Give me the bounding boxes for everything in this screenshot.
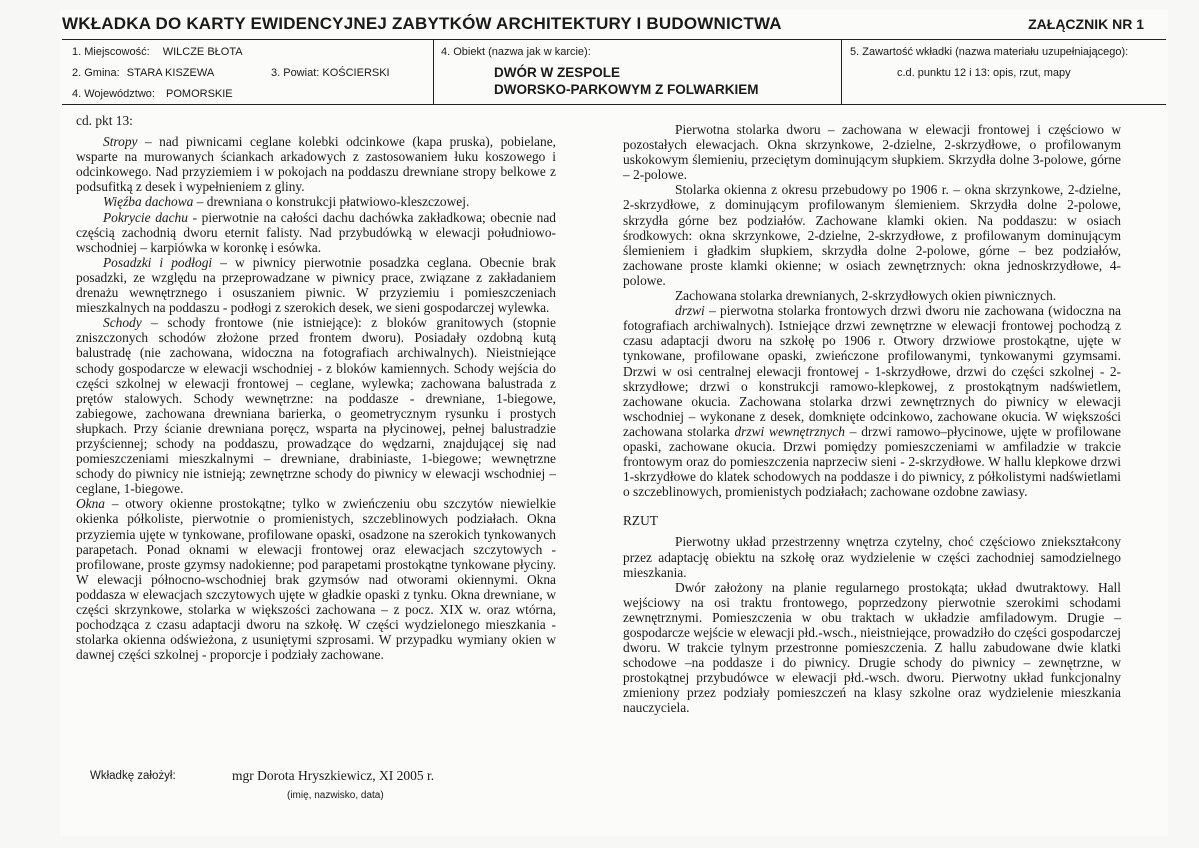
paragraph-stolarka-pierwotna: Pierwotna stolarka dworu – zachowana w elewacji frontowej i częściowo w pozostałych elewacjach. Okna skrzynkowe, 2-dzielne, 2-skrzydłowe, o profilowanym uskokowym ślemieniu, przeciętym dominującym słupkiem. Skrzydła dolne 3-polowe, górne – 2-polowe. [623,122,1121,183]
field-zawartosc-label: 5. Zawartość wkładki (nazwa materiału uzupełniającego): [850,46,1129,58]
field-wojewodztwo [72,88,233,100]
paragraph-text: – schody frontowe (nie istniejące): z bloków granitowych (stopnie zniszczonych schodów złożone przed frontem dworu). Posiadały ozdobną kutą balustradę (nie zachowana, widoczna na fotografiach archiwalnych). Nieistniejące schody gospodarcze w elewacji wschodniej - z bloków kamiennych. Schody wejścia do części szkolnej w elewacji frontowej – ceglane, wylewka; zachowana balustrada z prętów stalowych. Schody wewnętrzne: na poddasze - drewniane, 1-biegowe, zabiegowe, zachowana drewniana barierka, o geometrycznym rysunku i prostych słupkach. Przy ścianie drewniana poręcz, wsparta na płycinowej, pełnej balustradzie przyściennej; schody na poddaszu, prowadzące do wędzarni, znajdującej się nad pomieszczeniami mieszkalnymi – drewniane, drabiniaste, 1-biegowe; wewnętrzne schody do piwnicy nie istnieją; zewnętrzne schody do piwnicy w elewacji wschodniej – ceglane, 1-biegowe. [76,315,556,497]
right-column [623,122,1121,716]
header-divider-bottom [62,104,1166,105]
field-label: 3. Powiat: [271,67,320,79]
left-column [76,113,556,662]
object-name-line2: DWORSKO-PARKOWYM Z FOLWARKIEM [494,82,759,97]
paragraph-rzut-1: Pierwotny układ przestrzenny wnętrza czytelny, choć częściowo zniekształcony przez adaptację obiektu na szkołę oraz wydzielenie w części zachodniej samodzielnego mieszkania. [623,534,1121,580]
field-zawartosc-value: c.d. punktu 12 i 13: opis, rzut, mapy [897,67,1071,79]
paragraph-text: – w piwnicy pierwotnie posadzka ceglana. Obecnie brak posadzki, ze względu na przeprowadzane w piwnicy prace, związane z zakładaniem drenażu wewnętrznego i osuszaniem piwnic. W przyziemiu i pomieszczeniach mieszkalnych na poddaszu - podłogi z szerokich desek, we sieni gospodarczej wylewka. [76,254,557,316]
section-heading-rzut: RZUT [623,513,658,529]
term: Więźba dachowa [103,194,194,210]
object-name-line1: DWÓR W ZESPOLE [494,65,620,80]
footer-hint: (imię, nazwisko, data) [287,790,384,801]
term: Pokrycie dachu [103,209,188,225]
field-divider-1 [433,39,434,104]
term: drzwi [675,303,705,319]
paragraph-okna [76,496,556,662]
term: Schody [103,315,142,331]
term: drzwi wewnętrznych [734,423,845,439]
annex-number: ZAŁĄCZNIK NR 1 [1028,16,1144,32]
paragraph-text: – nad piwnicami ceglane kolebki odcinkowe (kapa pruska), pobielane, wsparte na murowanych ściankach arkadowych z zastosowaniem łuku koszowego i odcinkowego. Nad przyziemiem i w pokojach na poddaszu drewniane stropy belkowe z podsufitką z desek i wypełnieniem z gliny. [76,134,556,195]
field-label: 2. Gmina: [72,67,120,79]
paragraph-text: – otwory okienne prostokątne; tylko w zwieńczeniu obu szczytów niewielkie okienka półkoliste, pierwotnie o promienistych, szczeblinowych podziałach. Okna przyziemia ujęte w tynkowane, profilowane opaski, osadzone na szerokich tynkowanych parapetach. Ponad oknami w elewacji frontowej oraz elewacjach szczytowych - profilowane, proste gzymsy nadokienne; pod parapetami prostokątne tynkowane płyciny. W elewacji północno-wschodniej brak gzymsów nad otworami okiennymi. Okna poddasza w elewacjach szczytowych ujęte w gładkie opaski z tynku. Okna drewniane, w części skrzynkowe, stolarka w większości zachowana – z pocz. XIX w. oraz wtórna, pochodząca z czasu adaptacji dworu na szkołę. W części wydzielonego mieszkania - stolarka okienna odświeżona, z usuniętymi szprosami. W przypadku wymiany okien w dawnej części szkolnej - proporcje i podziały zachowane. [76,496,556,663]
term: Stropy [103,134,138,150]
paragraph-text: – pierwotna stolarka frontowych drzwi dworu nie zachowana (widoczna na fotografiach archiwalnych). Istniejące drzwi zewnętrzne w elewacji frontowej pochodzą z czasu adaptacji dworu na szkołę po 1906 r. Otwory drzwiowe prostokątne, ujęte w tynkowane, profilowane opaski, zwieńczone profilowanymi, tynkowanymi gzymsami. Drzwi w osi centralnej elewacji frontowej - 1-skrzydłowe, drzwi do części szkolnej - 2-skrzydłowe; drzwi o konstrukcji ramowo-klepkowej, z prostokątnym nadświetlem, zachowane okucia. Zachowana stolarka drzwi zewnętrznych do piwnicy w elewacji wschodniej – wykonane z desek, domknięte odcinkowo, zachowane okucia. W większości zachowana stolarka [623,303,1121,439]
footer-label: Wkładkę założył: [90,770,176,782]
paragraph-drzwi [623,303,1121,499]
field-divider-2 [841,39,842,104]
field-label: 1. Miejscowość: [72,46,150,58]
field-gmina [72,67,214,79]
document-title: WKŁADKA DO KARTY EWIDENCYJNEJ ZABYTKÓW ARCHITEKTURY I BUDOWNICTWA [62,14,782,33]
paragraph-text: - pierwotnie na całości dachu dachówka zakładkowa; obecnie nad częścią zachodnią dworu eternit falisty. Nad przybudówką w elewacji południowo-wschodniej – karpiówka w koronkę i esówka. [76,209,556,255]
field-obiekt-label: 4. Obiekt (nazwa jak w karcie): [441,46,591,58]
header-divider-top [62,39,1166,40]
paragraph-okna-piwniczne: Zachowana stolarka drewnianych, 2-skrzydłowych okien piwnicznych. [675,288,1057,304]
paragraph-rzut-2: Dwór założony na planie regularnego prostokąta; układ dwutraktowy. Hall wejściowy na osi traktu frontowego, poprzedzony pierwotnie szerokimi schodami zewnętrznymi. Pomieszczenia w obu traktach w układzie amfiladowym. Drugie – gospodarcze wejście w elewacji płd.-wsch., nieistniejące, prowadziło do części gospodarczej dworu. W trakcie tylnym przestronne pomieszczenia. Z hallu zabudowane dwie klatki schodowe –na poddasze i do piwnicy. Drugie schody do piwnicy – zewnętrzne, w prostokątnej przybudówce w elewacji płd.-wsch. dworu. Pierwotny układ funkcjonalny zmieniony przez podziały pomieszczeń na klasy szkolne oraz wydzielenie mieszkania nauczyciela. [623,579,1121,716]
section-intro: cd. pkt 13: [76,113,133,128]
field-miejscowosc [72,46,243,58]
term: Posadzki i podłogi [103,254,213,270]
paragraph-wiezba [76,194,556,209]
field-value: POMORSKIE [166,88,233,100]
field-value: STARA KISZEWA [126,67,215,79]
footer-author: mgr Dorota Hryszkiewicz, XI 2005 r. [232,768,435,783]
paragraph-text: – drewniana o konstrukcji płatwiowo-kleszczowej. [193,194,470,210]
field-label: 4. Województwo: [72,88,155,100]
object-name [494,64,758,98]
paragraph-stolarka-1906: Stolarka okienna z okresu przebudowy po 1906 r. – okna skrzynkowe, 2-dzielne, 2-skrzydłowe, z dominującym profilowanym ślemieniem. Skrzydła dolne 2-polowe, skrzydła górne bez podziałów. Zachowane klamki okien. Na poddaszu: w osiach środkowych: okna skrzynkowe, 2-dzielne, 2-skrzydłowe, z profilowanym dominującym ślemieniem i gładkim słupkiem, skrzydła dolne 2-polowe, górne – bez podziałów, zachowane proste klamki okienne; w osiach zewnętrznych: okna jednoskrzydłowe, 4-polowe. [623,182,1121,288]
field-value: WILCZE BŁOTA [162,46,243,58]
paragraph-pokrycie [76,210,556,255]
paragraph-text: – drzwi ramowo–płycinowe, ujęte w profilowane opaski, zachowane okucia. Drzwi pomiędzy pomieszczeniami w amfiladzie w trakcie frontowym oraz do pomieszczenia naprzeciw sieni - 2-skrzydłowe. W hallu klepkowe drzwi 1-skrzydłowe do klatek schodowych na poddasze i do piwnicy, z półkolistymi nadświetlami o szczeblinowych, promienistych podziałach; zachowane ozdobne zawiasy. [623,423,1121,500]
paragraph-stropy [76,134,556,194]
field-value: KOŚCIERSKI [322,67,390,79]
term: Okna [76,496,106,512]
field-powiat [271,67,390,79]
paragraph-schody [76,315,556,496]
paragraph-posadzki [76,255,556,315]
